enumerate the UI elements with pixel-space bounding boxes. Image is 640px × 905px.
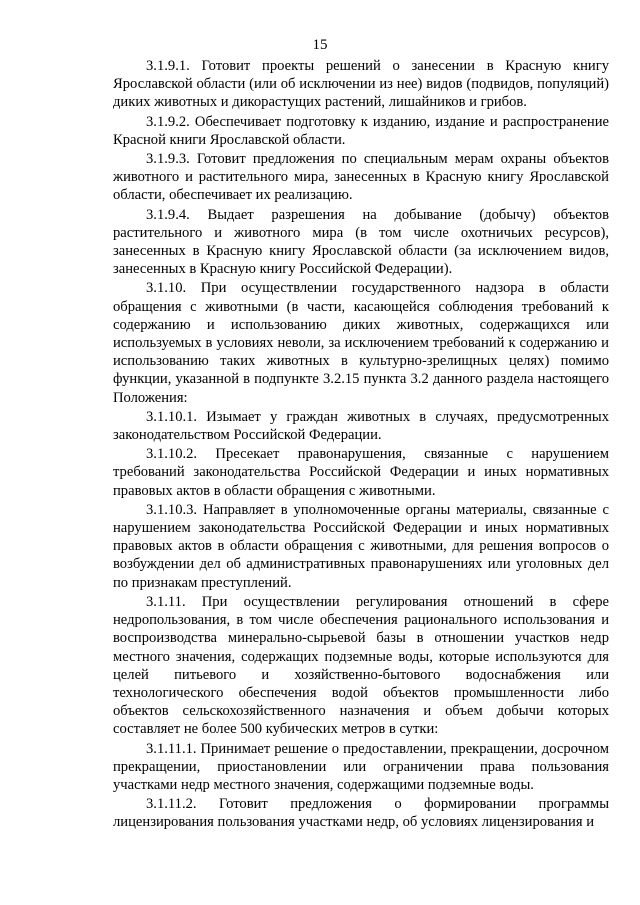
paragraph-3-1-10-1: 3.1.10.1. Изымает у граждан животных в случаях, предусмотренных законодательством Российской Федерации.: [113, 408, 609, 444]
page-number: 15: [312, 37, 328, 53]
paragraph-3-1-10-3: 3.1.10.3. Направляет в уполномоченные органы материалы, связанные с нарушением законодательства Российской Федерации и иных нормативных правовых актов в области обращения с животными, для решения вопросов о возбуждении дел об административных правонарушениях или уголовных дел по признакам преступлений.: [113, 501, 609, 591]
paragraph-3-1-9-4: 3.1.9.4. Выдает разрешения на добывание (добычу) объектов растительного и животного мира (в том числе охотничьих ресурсов), занесенных в Красную книгу Ярославской области (за исключением видов, занесенных в Красную книгу Российской Федерации).: [113, 206, 609, 278]
document-body: [113, 57, 609, 833]
paragraph-3-1-9-3: 3.1.9.3. Готовит предложения по специальным мерам охраны объектов животного и растительного мира, занесенных в Красную книгу Ярославской области, обеспечивает их реализацию.: [113, 151, 609, 204]
paragraph-3-1-11-1: 3.1.11.1. Принимает решение о предоставлении, прекращении, досрочном прекращении, приостановлении или ограничении права пользования участками недр местного значения, содержащими подземные воды.: [113, 740, 609, 793]
paragraph-3-1-10-2: 3.1.10.2. Пресекает правонарушения, связанные с нарушением требований законодательства Российской Федерации и иных нормативных правовых актов в области обращения с животными.: [113, 446, 609, 499]
paragraph-3-1-9-1: 3.1.9.1. Готовит проекты решений о занесении в Красную книгу Ярославской области (или об исключении из нее) видов (подвидов, популяций) диких животных и дикорастущих растений, лишайников и грибов.: [113, 58, 609, 111]
paragraph-3-1-10: 3.1.10. При осуществлении государственного надзора в области обращения с животными (в части, касающейся соблюдения требований к содержанию и использованию диких животных, содержащихся или используемых в условиях неволи, за исключением требований к содержанию и использованию таких животных в культурно-зрелищных целях) помимо функции, указанной в подпункте 3.2.15 пункта 3.2 данного раздела настоящего Положения:: [113, 280, 609, 406]
paragraph-3-1-9-2: 3.1.9.2. Обеспечивает подготовку к изданию, издание и распространение Красной книги Ярославской области.: [113, 113, 609, 148]
paragraph-3-1-11: 3.1.11. При осуществлении регулирования отношений в сфере недропользования, в том числе обеспечения рационального использования и воспроизводства минерально-сырьевой базы в отношении участков недр местного значения, содержащих подземные воды, которые используются для целей питьевого и хозяйственно-бытового водоснабжения или технологического обеспечения водой объектов промышленности либо объектов сельскохозяйственного назначения и объем добычи которых составляет не более 500 кубических метров в сутки:: [113, 593, 609, 738]
paragraph-3-1-11-2: 3.1.11.2. Готовит предложения о формировании программы лицензирования пользования участками недр, об условиях лицензирования и: [113, 796, 609, 831]
